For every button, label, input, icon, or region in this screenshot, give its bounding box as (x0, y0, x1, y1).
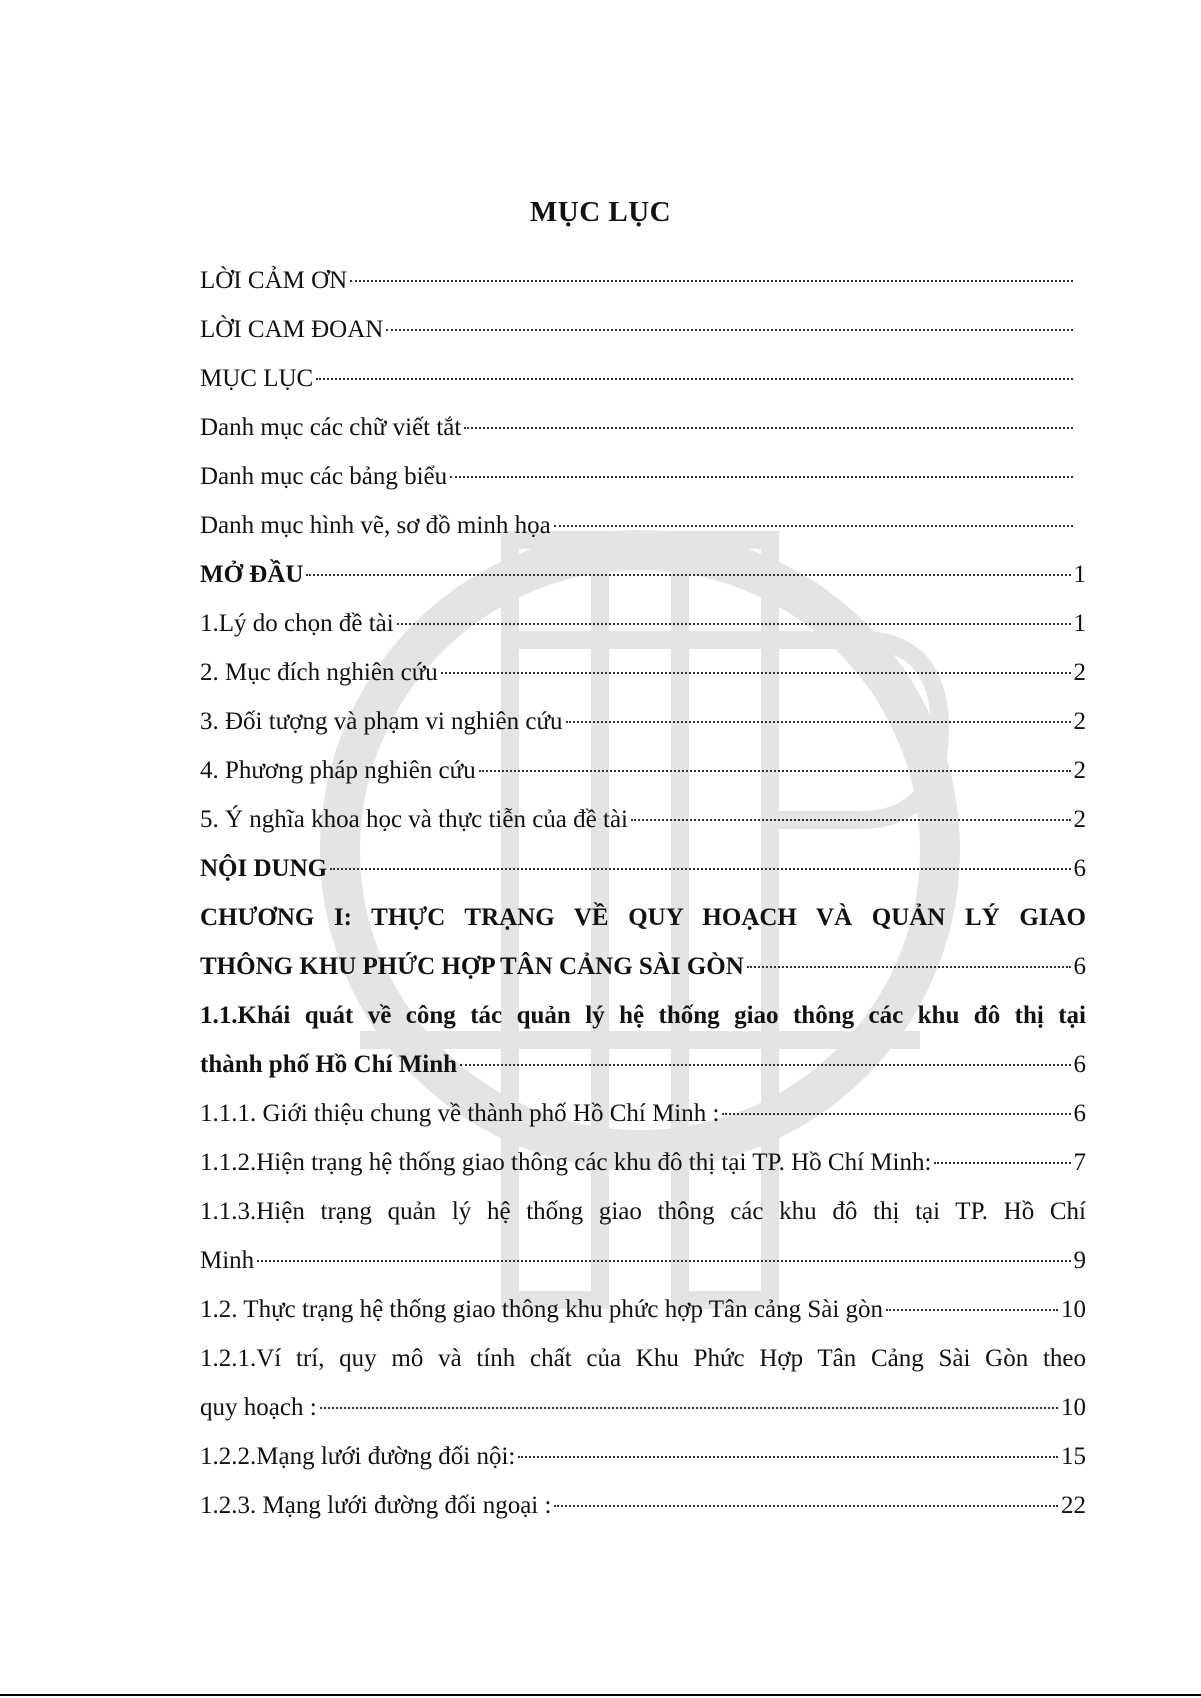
toc-entry-label: 3. Đối tượng và phạm vi nghiên cứu (200, 708, 563, 735)
toc-entry[interactable] (200, 501, 1086, 550)
toc-entry-label: 5. Ý nghĩa khoa học và thực tiễn của đề tài (200, 806, 628, 833)
toc-entry[interactable] (200, 1481, 1086, 1530)
dot-leader (257, 1259, 1070, 1262)
dot-leader (554, 524, 1073, 527)
dot-leader (747, 965, 1071, 968)
toc-entry-label: quy hoạch : (200, 1394, 317, 1421)
toc-entry[interactable] (200, 648, 1086, 697)
toc-entry-label: Danh mục các chữ viết tắt (200, 414, 462, 441)
dot-leader (320, 1406, 1058, 1409)
toc-entry-label: Danh mục các bảng biểu (200, 463, 448, 490)
toc-entry-label: Danh mục hình vẽ, sơ đồ minh họa (200, 512, 551, 539)
toc-entry-first-line: 1.1.Khái quát về công tác quản lý hệ thống giao thông các khu đô thị tại (200, 1002, 1086, 1029)
toc-entry[interactable] (200, 305, 1086, 354)
toc-entry-page: 10 (1061, 1394, 1086, 1421)
toc-entry-page: 22 (1061, 1492, 1086, 1519)
toc-entry[interactable] (200, 1285, 1086, 1334)
toc-entry[interactable] (200, 1236, 1086, 1285)
dot-leader (350, 279, 1073, 282)
toc-entry-page: 9 (1073, 1247, 1086, 1274)
page-bottom-rule (0, 1694, 1201, 1696)
toc-entry-label: LỜI CAM ĐOAN (200, 316, 384, 343)
dot-leader (316, 377, 1073, 380)
dot-leader (631, 818, 1071, 821)
toc-entry[interactable] (200, 1432, 1086, 1481)
dot-leader (886, 1308, 1058, 1311)
toc-entry-label: 1.2. Thực trạng hệ thống giao thông khu phức hợp Tân cảng Sài gòn (200, 1296, 884, 1323)
toc-entry-label: 1.Lý do chọn đề tài (200, 610, 394, 637)
toc-entry-page: 1 (1073, 561, 1086, 588)
toc-entry[interactable] (200, 1138, 1086, 1187)
toc-entry[interactable] (200, 1089, 1086, 1138)
toc-entry-first-line: 1.1.3.Hiện trạng quản lý hệ thống giao thông các khu đô thị tại TP. Hồ Chí (200, 1198, 1086, 1225)
toc-entry-page: 10 (1061, 1296, 1086, 1323)
dot-leader (306, 573, 1070, 576)
toc-entry-page: 7 (1073, 1149, 1086, 1176)
toc-entry-first-line: CHƯƠNG I: THỰC TRẠNG VỀ QUY HOẠCH VÀ QUẢN LÝ GIAO (200, 904, 1086, 931)
toc-entry-page: 15 (1061, 1443, 1086, 1470)
toc-entry-page: 2 (1073, 659, 1086, 686)
table-of-contents (200, 256, 1086, 1530)
toc-entry-label: MỞ ĐẦU (200, 561, 304, 588)
toc-entry-page: 1 (1073, 610, 1086, 637)
dot-leader (554, 1504, 1058, 1507)
toc-entry-label: 1.1.1. Giới thiệu chung về thành phố Hồ Chí Minh : (200, 1100, 720, 1127)
toc-entry[interactable] (200, 746, 1086, 795)
toc-entry-page: 6 (1073, 1051, 1086, 1078)
dot-leader (934, 1161, 1070, 1164)
toc-entry-page: 6 (1073, 953, 1086, 980)
toc-entry-page: 2 (1073, 757, 1086, 784)
dot-leader (441, 671, 1071, 674)
toc-entry-page: 6 (1073, 855, 1086, 882)
toc-entry[interactable] (200, 403, 1086, 452)
toc-entry[interactable] (200, 354, 1086, 403)
toc-entry[interactable] (200, 599, 1086, 648)
toc-entry-label: 2. Mục đích nghiên cứu (200, 659, 438, 686)
dot-leader (330, 867, 1070, 870)
toc-entry-label: 1.2.2.Mạng lưới đường đối nội: (200, 1443, 516, 1470)
toc-entry-heading[interactable] (200, 550, 1086, 599)
toc-entry-label: 4. Phương pháp nghiên cứu (200, 757, 476, 784)
toc-entry-heading[interactable] (200, 1040, 1086, 1089)
dot-leader (722, 1112, 1070, 1115)
toc-entry-heading[interactable] (200, 844, 1086, 893)
toc-entry-label: THÔNG KHU PHỨC HỢP TÂN CẢNG SÀI GÒN (200, 953, 744, 980)
dot-leader (464, 426, 1073, 429)
dot-leader (386, 328, 1073, 331)
toc-entry-label: Minh (200, 1247, 255, 1274)
toc-entry[interactable] (200, 256, 1086, 305)
toc-entry-heading[interactable] (200, 942, 1086, 991)
toc-entry[interactable] (200, 452, 1086, 501)
dot-leader (450, 475, 1073, 478)
dot-leader (460, 1063, 1070, 1066)
toc-entry-first-line: 1.2.1.Ví trí, quy mô và tính chất của Khu Phức Hợp Tân Cảng Sài Gòn theo (200, 1345, 1086, 1372)
dot-leader (566, 720, 1071, 723)
toc-entry-label: 1.2.3. Mạng lưới đường đối ngoại : (200, 1492, 552, 1519)
toc-entry-page: 2 (1073, 806, 1086, 833)
dot-leader (479, 769, 1071, 772)
toc-entry-label: MỤC LỤC (200, 365, 314, 392)
toc-entry-page: 2 (1073, 708, 1086, 735)
toc-entry-label: NỘI DUNG (200, 855, 328, 882)
toc-entry-label: thành phố Hồ Chí Minh (200, 1051, 458, 1078)
toc-entry-label: LỜI CẢM ƠN (200, 267, 348, 294)
dot-leader (518, 1455, 1058, 1458)
toc-entry[interactable] (200, 1383, 1086, 1432)
toc-entry-page: 6 (1073, 1100, 1086, 1127)
toc-entry[interactable] (200, 697, 1086, 746)
dot-leader (397, 622, 1071, 625)
toc-entry[interactable] (200, 795, 1086, 844)
toc-entry-label: 1.1.2.Hiện trạng hệ thống giao thông các khu đô thị tại TP. Hồ Chí Minh: (200, 1149, 932, 1176)
page-title: MỤC LỤC (529, 196, 672, 228)
